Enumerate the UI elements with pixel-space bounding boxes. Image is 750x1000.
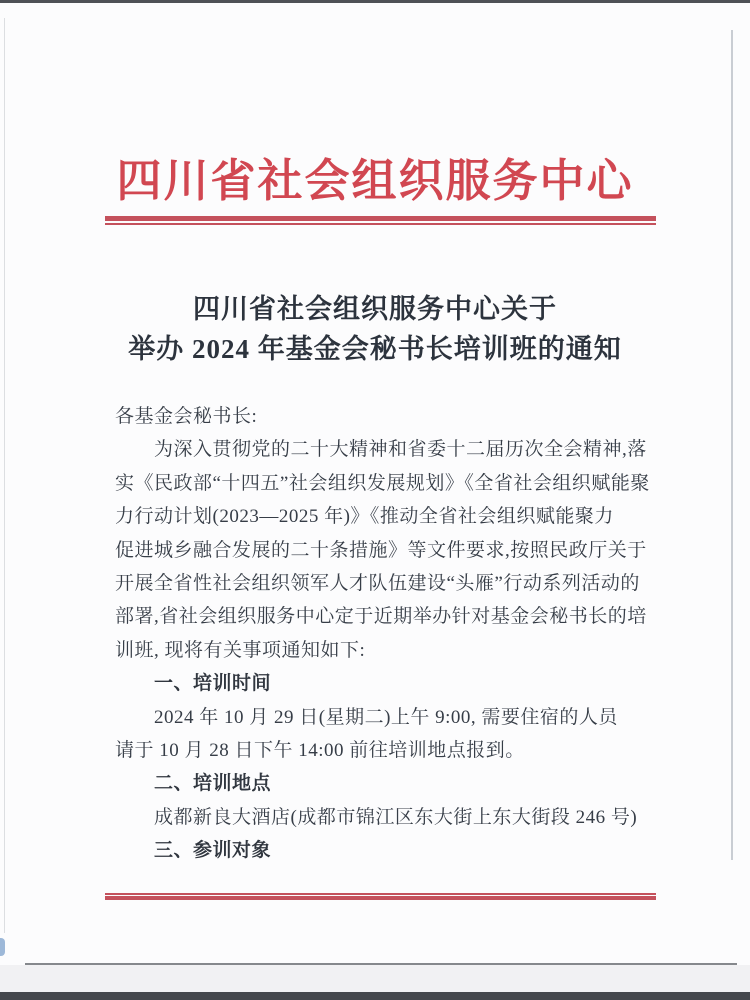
body-line: 各基金会秘书长: [115,406,258,427]
body-line: 成都新良大酒店(成都市锦江区东大街上东大街段 246 号) [115,806,638,828]
red-separator-top [105,216,656,225]
body-line: 2024 年 10 月 29 日(星期二)上午 9:00, 需要住宿的人员 [115,706,618,728]
section-heading: 一、培训时间 [115,673,272,695]
document-title-line-1: 四川省社会组织服务中心关于 [193,294,557,324]
section-heading: 三、参训对象 [115,840,272,862]
body-line: 开展全省性社会组织领军人才队伍建设“头雁”行动系列活动的 [115,573,640,595]
scan-bottom-edge [0,992,750,1000]
body-line: 力行动计划(2023—2025 年)》《推动全省社会组织赋能聚力 [115,506,614,528]
body-line: 为深入贯彻党的二十大精神和省委十二届历次全会精神,落 [115,439,647,461]
scan-bottom-band [0,965,750,992]
body-line: 实《民政部“十四五”社会组织发展规划》《全省社会组织赋能聚 [115,472,650,494]
body-line: 部署,省社会组织服务中心定于近期举办针对基金会秘书长的培 [115,606,647,628]
document-body [115,400,660,868]
section-heading: 二、培训地点 [115,773,272,795]
scan-top-edge [0,0,750,3]
body-line: 请于 10 月 28 日下午 14:00 前往培训地点报到。 [115,740,525,762]
scan-artifact-mark [0,938,5,956]
page-bottom-edge-line [25,963,737,965]
document-title-line-2: 举办 2024 年基金会秘书长培训班的通知 [128,334,622,364]
document-title [0,289,750,369]
letterhead-title: 四川省社会组织服务中心 [116,156,634,206]
red-separator-bottom [105,893,656,900]
body-line: 训班, 现将有关事项通知如下: [115,639,366,661]
body-line: 促进城乡融合发展的二十条措施》等文件要求,按照民政厅关于 [115,539,647,561]
